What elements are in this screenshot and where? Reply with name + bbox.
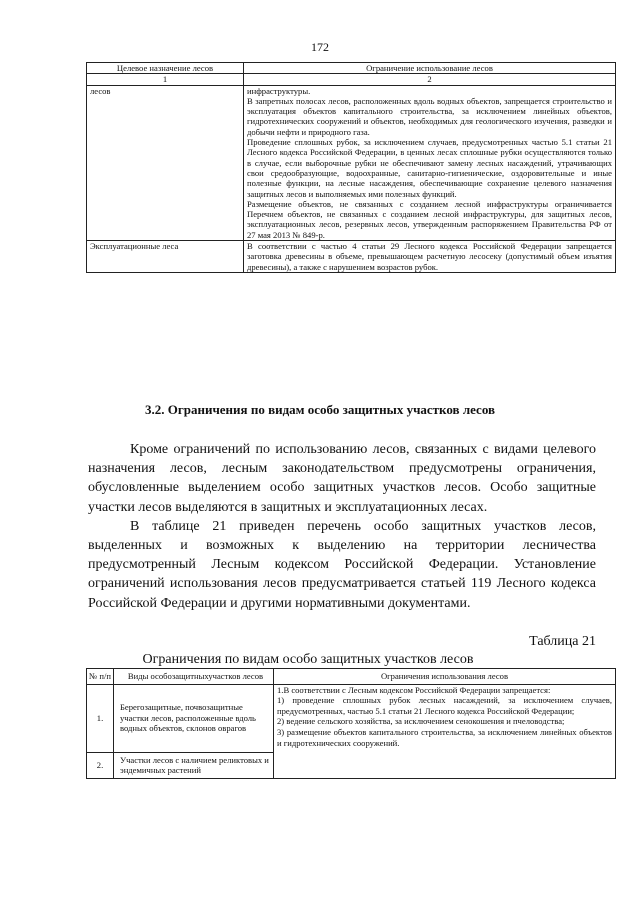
restriction-paragraph: 3) размещение объектов капитального строительства, за исключением линейных объектов и гидротехнических сооружений. — [277, 726, 612, 748]
restriction-paragraph: 1) проведение сплошных рубок лесных насаждений, за исключением случаев, предусмотренных, частью 5.1 статьи 21 Лесного кодекса Российской Федерации; — [277, 695, 612, 716]
restriction-cell — [244, 85, 616, 240]
section-heading: 3.2. Ограничения по видам особо защитных участков лесов — [144, 402, 496, 417]
column-number: 2 — [244, 74, 616, 85]
purpose-cell: лесов — [87, 85, 244, 240]
table-row — [87, 684, 616, 752]
restriction-paragraph: В соответствии с частью 4 статьи 29 Лесного кодекса Российской Федерации запрещается заготовка древесины в объеме, превышающем расчетную лесосеку (допустимый объем изъятия древесины), а также с нарушением возрастов рубок. — [247, 241, 612, 272]
forest-purpose-restrictions-table — [86, 62, 616, 273]
table-row — [87, 85, 616, 240]
column-number: 1 — [87, 74, 244, 85]
body-text — [88, 440, 596, 613]
purpose-cell: Эксплуатационные леса — [87, 241, 244, 273]
restriction-cell — [274, 684, 616, 778]
table-header: Ограничение использование лесов — [244, 63, 616, 74]
table-row — [87, 241, 616, 273]
row-number: 2. — [87, 752, 114, 778]
table-header: № п/п — [87, 669, 114, 685]
page-number: 172 — [311, 40, 329, 54]
paragraph: В таблице 21 приведен перечень особо защитных участков лесов, выделенных и возможных к выделению на территории лесничества предусмотренный Лесным кодексом Российской Федерации. Установление ограничений использования лесов предусматривается статьей 119 Лесного кодекса Российской Федерации и другими нормативными документами. — [88, 518, 596, 611]
area-kind-cell: Берегозащитные, почвозащитные участки лесов, расположенные вдоль водных объектов, склонов оврагов — [114, 684, 274, 752]
protected-areas-restrictions-table — [86, 668, 616, 779]
table-caption: Ограничения по видам особо защитных участков лесов — [142, 652, 474, 667]
restriction-paragraph: инфраструктуры. — [247, 85, 311, 96]
paragraph: Кроме ограничений по использованию лесов, связанных с видами целевого назначения лесов, лесным законодательством предусмотрены ограничения, обусловленные выделением особо защитных участков лесов. Особо защитные участки лесов выделяются в защитных и эксплуатационных лесах. — [88, 442, 596, 515]
restriction-cell — [244, 241, 616, 273]
table-label: Таблица 21 — [529, 634, 596, 649]
restriction-paragraph: 1.В соответствии с Лесным кодексом Российской Федерации запрещается: — [277, 684, 551, 695]
restriction-paragraph: Размещение объектов, не связанных с созданием лесной инфраструктуры ограничивается Перечнем объектов, не связанных с созданием лесной инфраструктуры, для защитных лесов, эксплуатационных лесов, резервных лесов, утвержденным распоряжением Правительства РФ от 27 мая 2013 № 849-р. — [247, 198, 612, 240]
table-header: Целевое назначение лесов — [87, 63, 244, 74]
row-number: 1. — [87, 684, 114, 752]
area-kind-cell: Участки лесов с наличием реликтовых и эндемичных растений — [114, 752, 274, 778]
restriction-paragraph: Проведение сплошных рубок, за исключением случаев, предусмотренных частью 5.1 статьи 21 Лесного кодекса Российской Федерации, в ценных лесах сплошные рубки осуществляются только в случае, если выборочные рубки не обеспечивают замену лесных насаждений, утрачивающих свои средообразующие, водоохранные, санитарно-гигиенические, оздоровительные и иные полезные функции, на лесные насаждения, обеспечивающие сохранение целевого назначения защитных лесов и выполняемых ими полезных функций. — [247, 137, 612, 199]
restriction-paragraph: В запретных полосах лесов, расположенных вдоль водных объектов, запрещается строительство и эксплуатация объектов капитального строительства, за исключением линейных объектов, гидротехнических сооружений и объектов, необходимых для геологического изучения, разведки и добычи нефти и природного газа. — [247, 95, 612, 137]
table-header: Ограничения использования лесов — [274, 669, 616, 685]
restriction-paragraph: 2) ведение сельского хозяйства, за исключением сенокошения и пчеловодства; — [277, 716, 565, 727]
table-header: Виды особозащитныхучастков лесов — [114, 669, 274, 685]
